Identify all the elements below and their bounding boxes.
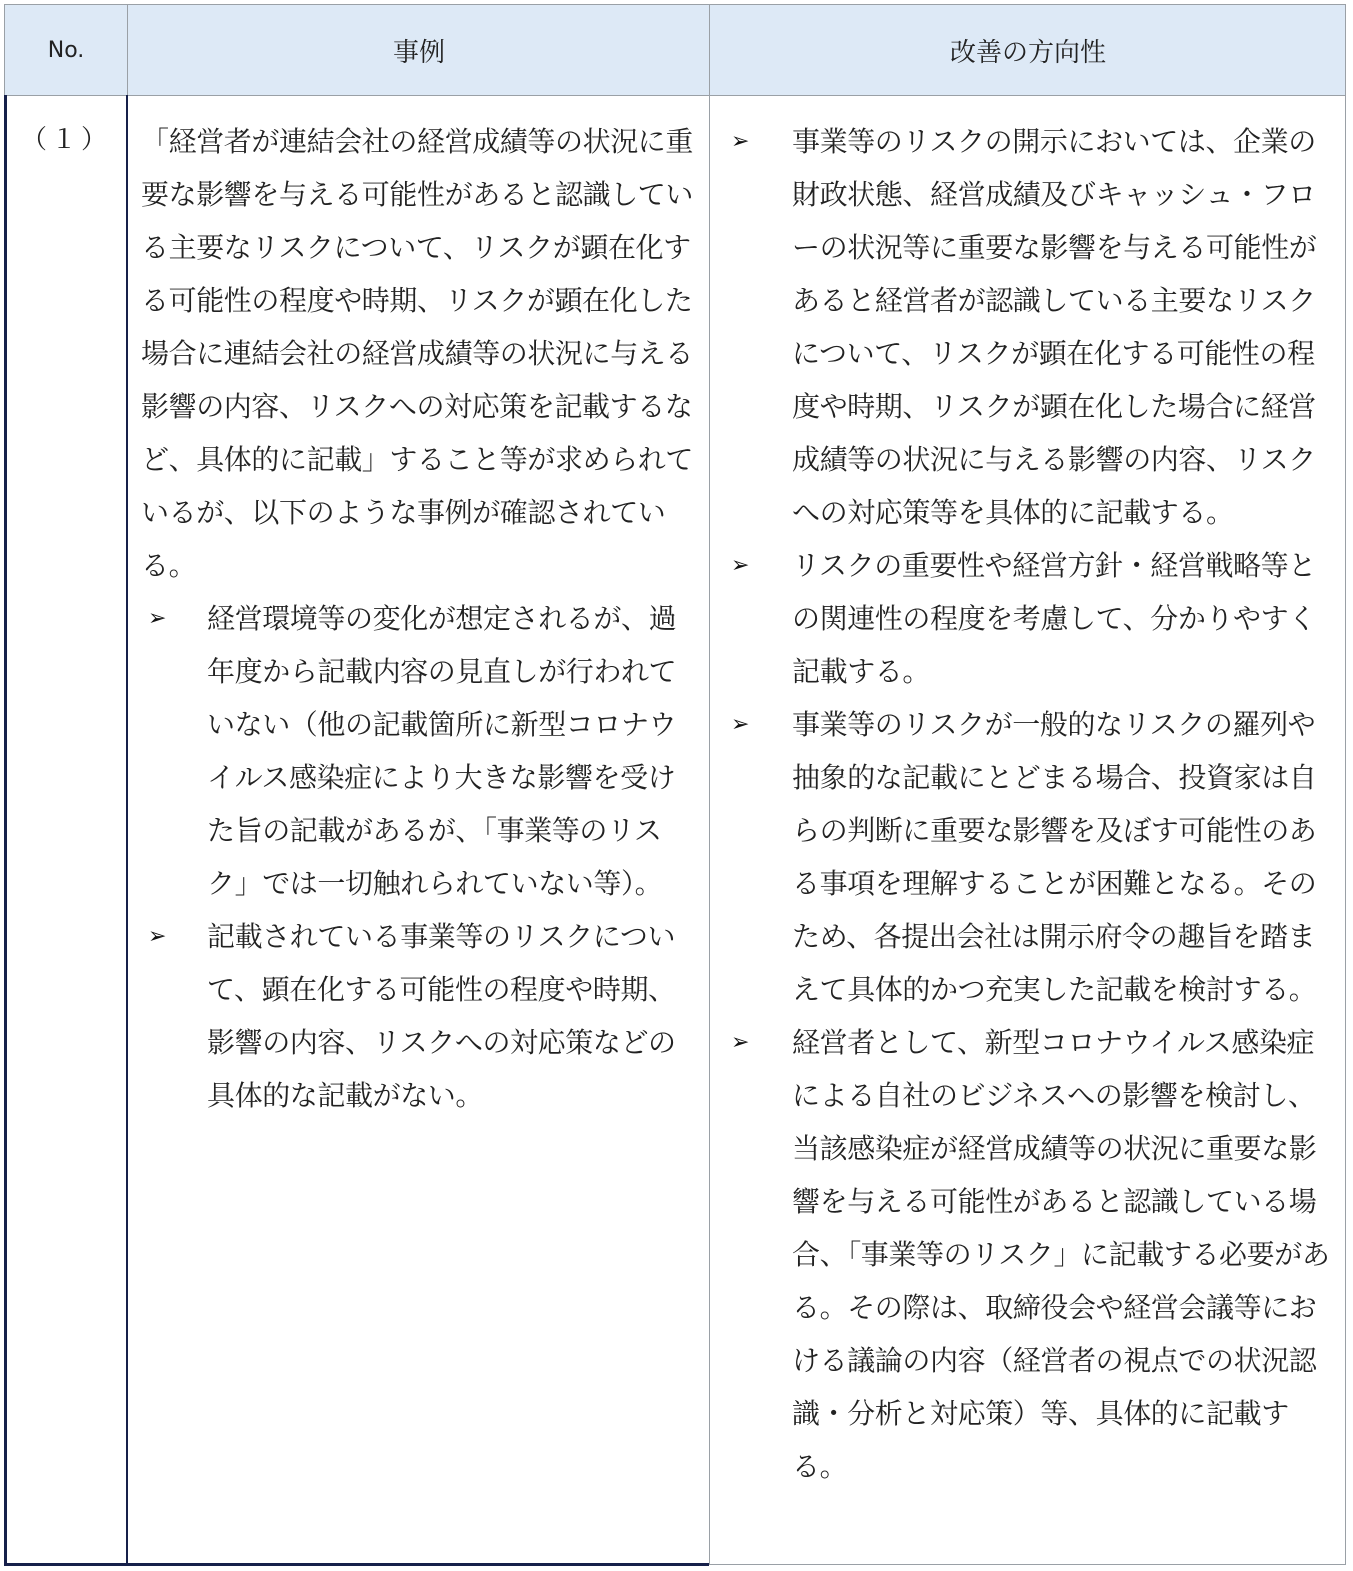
example-bullet-item — [141, 592, 701, 910]
header-no: No. — [47, 37, 85, 63]
row-bottom-border — [4, 1563, 709, 1566]
arrow-bullet-icon: ➢ — [730, 553, 750, 578]
improvement-bullet-list — [724, 115, 1337, 1493]
example-bullet-text: 経営環境等の変化が想定されるが、過年度から記載内容の見直しが行われていない（他の記載箇所に新型コロナウイルス感染症により大きな影響を受けた旨の記載があるが、「事業等のリスク」では一切触れられていない等）。 — [207, 602, 677, 900]
disclosure-table — [4, 4, 1346, 1565]
header-improvement: 改善の方向性 — [709, 5, 1346, 95]
improvement-cell — [710, 95, 1345, 1493]
improvement-bullet-item — [724, 115, 1337, 539]
improvement-bullet-item — [724, 698, 1337, 1016]
table-row — [5, 95, 1345, 1564]
row-left-border — [4, 95, 7, 1564]
arrow-bullet-icon: ➢ — [730, 712, 750, 737]
improvement-bullet-text: 事業等のリスクが一般的なリスクの羅列や抽象的な記載にとどまる場合、投資家は自らの判断に重要な影響を及ぼす可能性のある事項を理解することが困難となる。そのため、各提出会社は開示府令の趣旨を踏まえて具体的かつ充実した記載を検討する。 — [792, 708, 1317, 1006]
example-bullet-list — [141, 592, 701, 1122]
arrow-bullet-icon: ➢ — [730, 129, 750, 154]
example-intro: 「経営者が連結会社の経営成績等の状況に重要な影響を与える可能性があると認識している主要なリスクについて、リスクが顕在化する可能性の程度や時期、リスクが顕在化した場合に連結会社の経営成績等の状況に与える影響の内容、リスクへの対応策を記載するなど、具体的に記載」すること等が求められているが、以下のような事例が確認されている。 — [141, 125, 694, 582]
table-header — [5, 5, 1345, 96]
improvement-bullet-text: 経営者として、新型コロナウイルス感染症による自社のビジネスへの影響を検討し、当該感染症が経営成績等の状況に重要な影響を与える可能性があると認識している場合、「事業等のリスク」に記載する必要がある。その際は、取締役会や経営会議等における議論の内容（経営者の視点での状況認識・分析と対応策）等、具体的に記載する。 — [792, 1026, 1330, 1483]
arrow-bullet-icon: ➢ — [730, 1030, 750, 1055]
improvement-bullet-text: 事業等のリスクの開示においては、企業の財政状態、経営成績及びキャッシュ・フローの状況等に重要な影響を与える可能性があると経営者が認識している主要なリスクについて、リスクが顕在化する可能性の程度や時期、リスクが顕在化した場合に経営成績等の状況に与える影響の内容、リスクへの対応策等を具体的に記載する。 — [792, 125, 1317, 529]
improvement-bullet-item — [724, 1016, 1337, 1493]
example-bullet-text: 記載されている事業等のリスクについて、顕在化する可能性の程度や時期、影響の内容、リスクへの対応策などの具体的な記載がない。 — [207, 920, 676, 1112]
arrow-bullet-icon: ➢ — [147, 924, 167, 949]
improvement-bullet-text: リスクの重要性や経営方針・経営戦略等との関連性の程度を考慮して、分かりやすく記載する。 — [792, 549, 1316, 688]
header-example: 事例 — [127, 5, 710, 95]
improvement-bullet-item — [724, 539, 1337, 698]
arrow-bullet-icon: ➢ — [147, 606, 167, 631]
example-cell — [129, 95, 709, 1122]
row-number: （１） — [20, 125, 111, 155]
example-bullet-item — [141, 910, 701, 1122]
column-divider-no — [126, 95, 128, 1564]
